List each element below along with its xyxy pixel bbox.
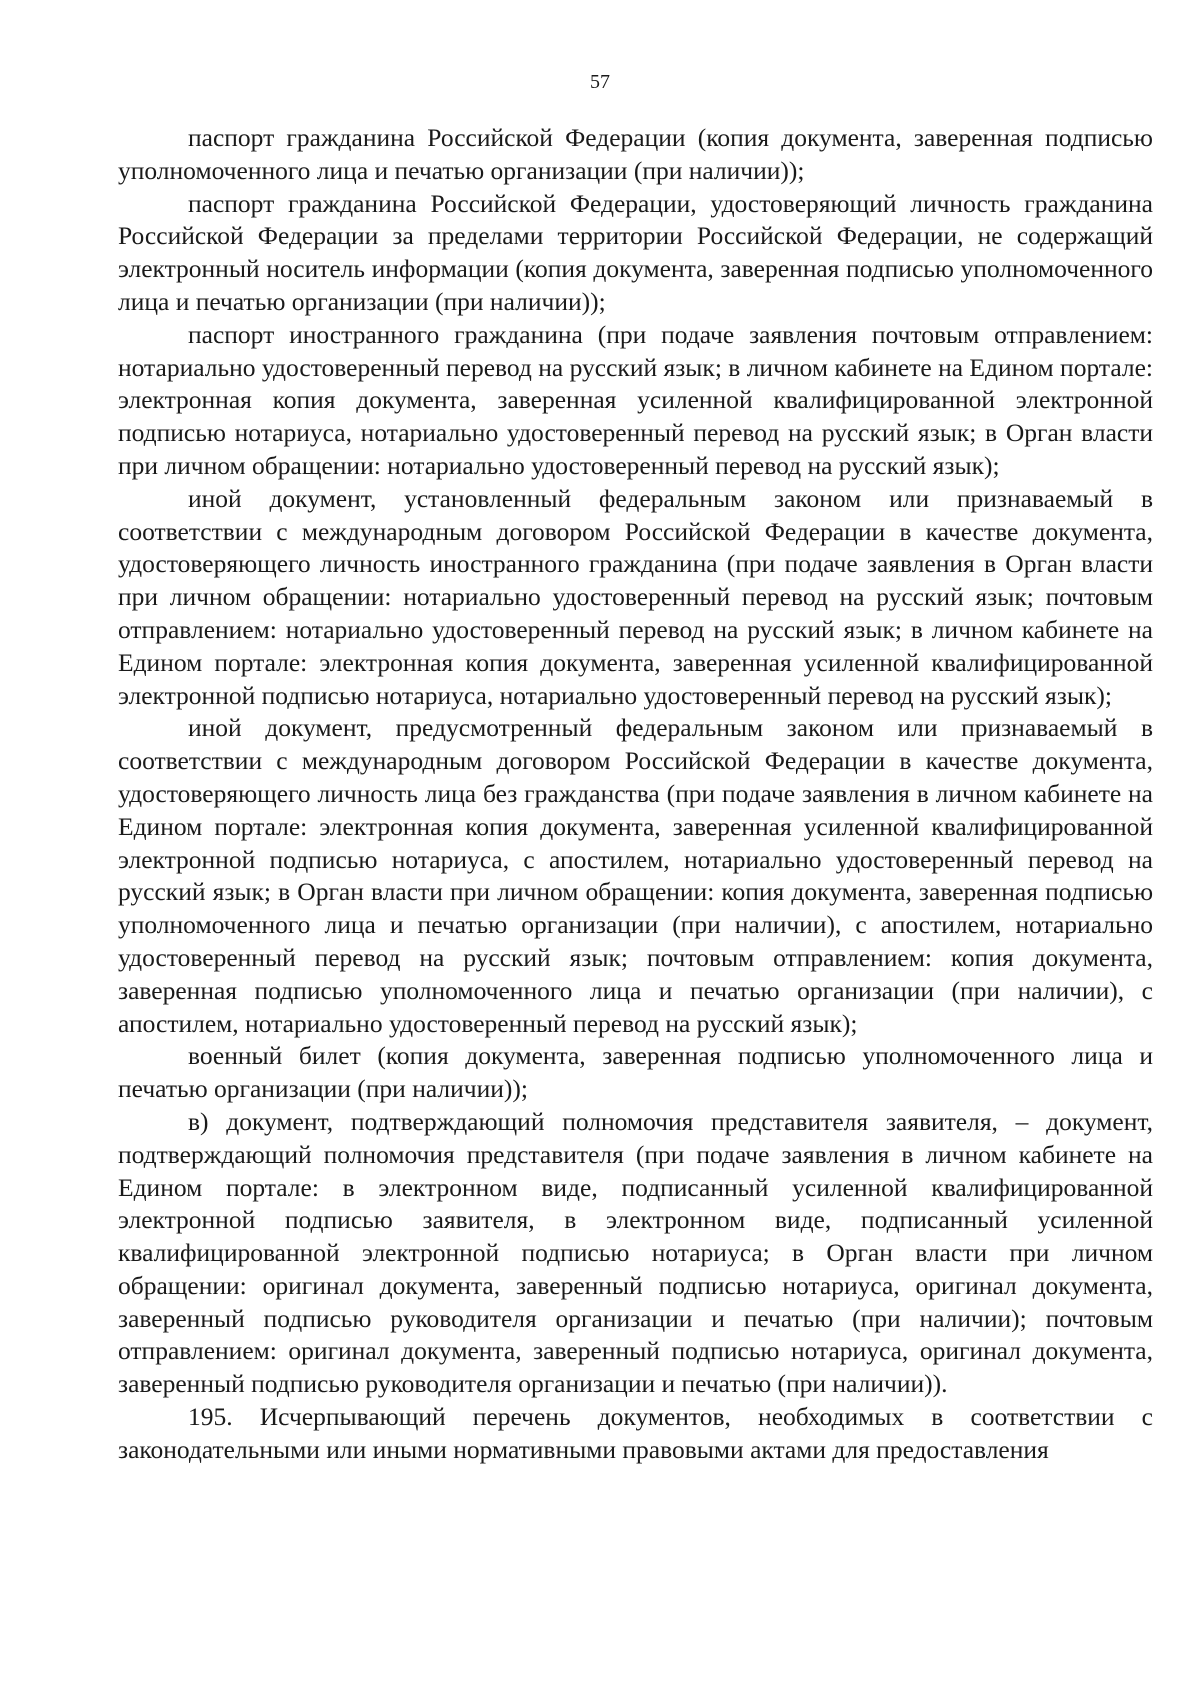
paragraph-representative-authority: в) документ, подтверждающий полномочия представителя заявителя, – документ, подтверждающий полномочия представителя (при подаче заявления в личном кабинете на Едином портале: в электронном виде, подписанный усиленной квалифицированной электронной подписью заявителя, в электронном виде, подписанный усиленной квалифицированной электронной подписью нотариуса; в Орган власти при личном обращении: оригинал документа, заверенный подписью нотариуса, оригинал документа, заверенный подписью руководителя организации и печатью (при наличии); почтовым отправлением: оригинал документа, заверенный подписью нотариуса, оригинал документа, заверенный подписью руководителя организации и печатью (при наличии)). xyxy=(118,1106,1153,1399)
paragraph-other-foreign-citizen-document: иной документ, установленный федеральным законом или признаваемый в соответствии с международным договором Российской Федерации в качестве документа, удостоверяющего личность иностранного гражданина (при подаче заявления в Орган власти при личном обращении: нотариально удостоверенный перевод на русский язык; почтовым отправлением: нотариально удостоверенный перевод на русский язык; в личном кабинете на Едином портале: электронная копия документа, заверенная усиленной квалифицированной электронной подписью нотариуса, нотариально удостоверенный перевод на русский язык); xyxy=(118,483,1153,710)
paragraph-military-id: военный билет (копия документа, заверенная подписью уполномоченного лица и печатью организации (при наличии)); xyxy=(118,1041,1153,1104)
paragraph-stateless-person-document: иной документ, предусмотренный федеральным законом или признаваемый в соответствии с международным договором Российской Федерации в качестве документа, удостоверяющего личность лица без гражданства (при подаче заявления в личном кабинете на Едином портале: электронная копия документа, заверенная усиленной квалифицированной электронной подписью нотариуса, с апостилем, нотариально удостоверенный перевод на русский язык; в Орган власти при личном обращении: копия документа, заверенная подписью уполномоченного лица и печатью организации (при наличии), с апостилем, нотариально удостоверенный перевод на русский язык; почтовым отправлением: копия документа, заверенная подписью уполномоченного лица и печатью организации (при наличии), с апостилем, нотариально удостоверенный перевод на русский язык); xyxy=(118,713,1153,1038)
page-number: 57 xyxy=(590,71,610,93)
paragraph-foreign-travel-passport: паспорт гражданина Российской Федерации, удостоверяющий личность гражданина Российской Федерации за пределами территории Российской Федерации, не содержащий электронный носитель информации (копия документа, заверенная подписью уполномоченного лица и печатью организации (при наличии)); xyxy=(118,188,1153,316)
paragraph-foreign-citizen-passport: паспорт иностранного гражданина (при подаче заявления почтовым отправлением: нотариально удостоверенный перевод на русский язык; в личном кабинете на Едином портале: электронная копия документа, заверенная усиленной квалифицированной электронной подписью нотариуса, нотариально удостоверенный перевод на русский язык; в Орган власти при личном обращении: нотариально удостоверенный перевод на русский язык); xyxy=(118,319,1153,480)
paragraph-russian-passport: паспорт гражданина Российской Федерации (копия документа, заверенная подписью уполномоченного лица и печатью организации (при наличии)); xyxy=(118,123,1153,185)
paragraph-item-195: 195. Исчерпывающий перечень документов, необходимых в соответствии с законодательными или иными нормативными правовыми актами для предоставления xyxy=(118,1402,1153,1464)
document-body xyxy=(118,122,1153,1467)
